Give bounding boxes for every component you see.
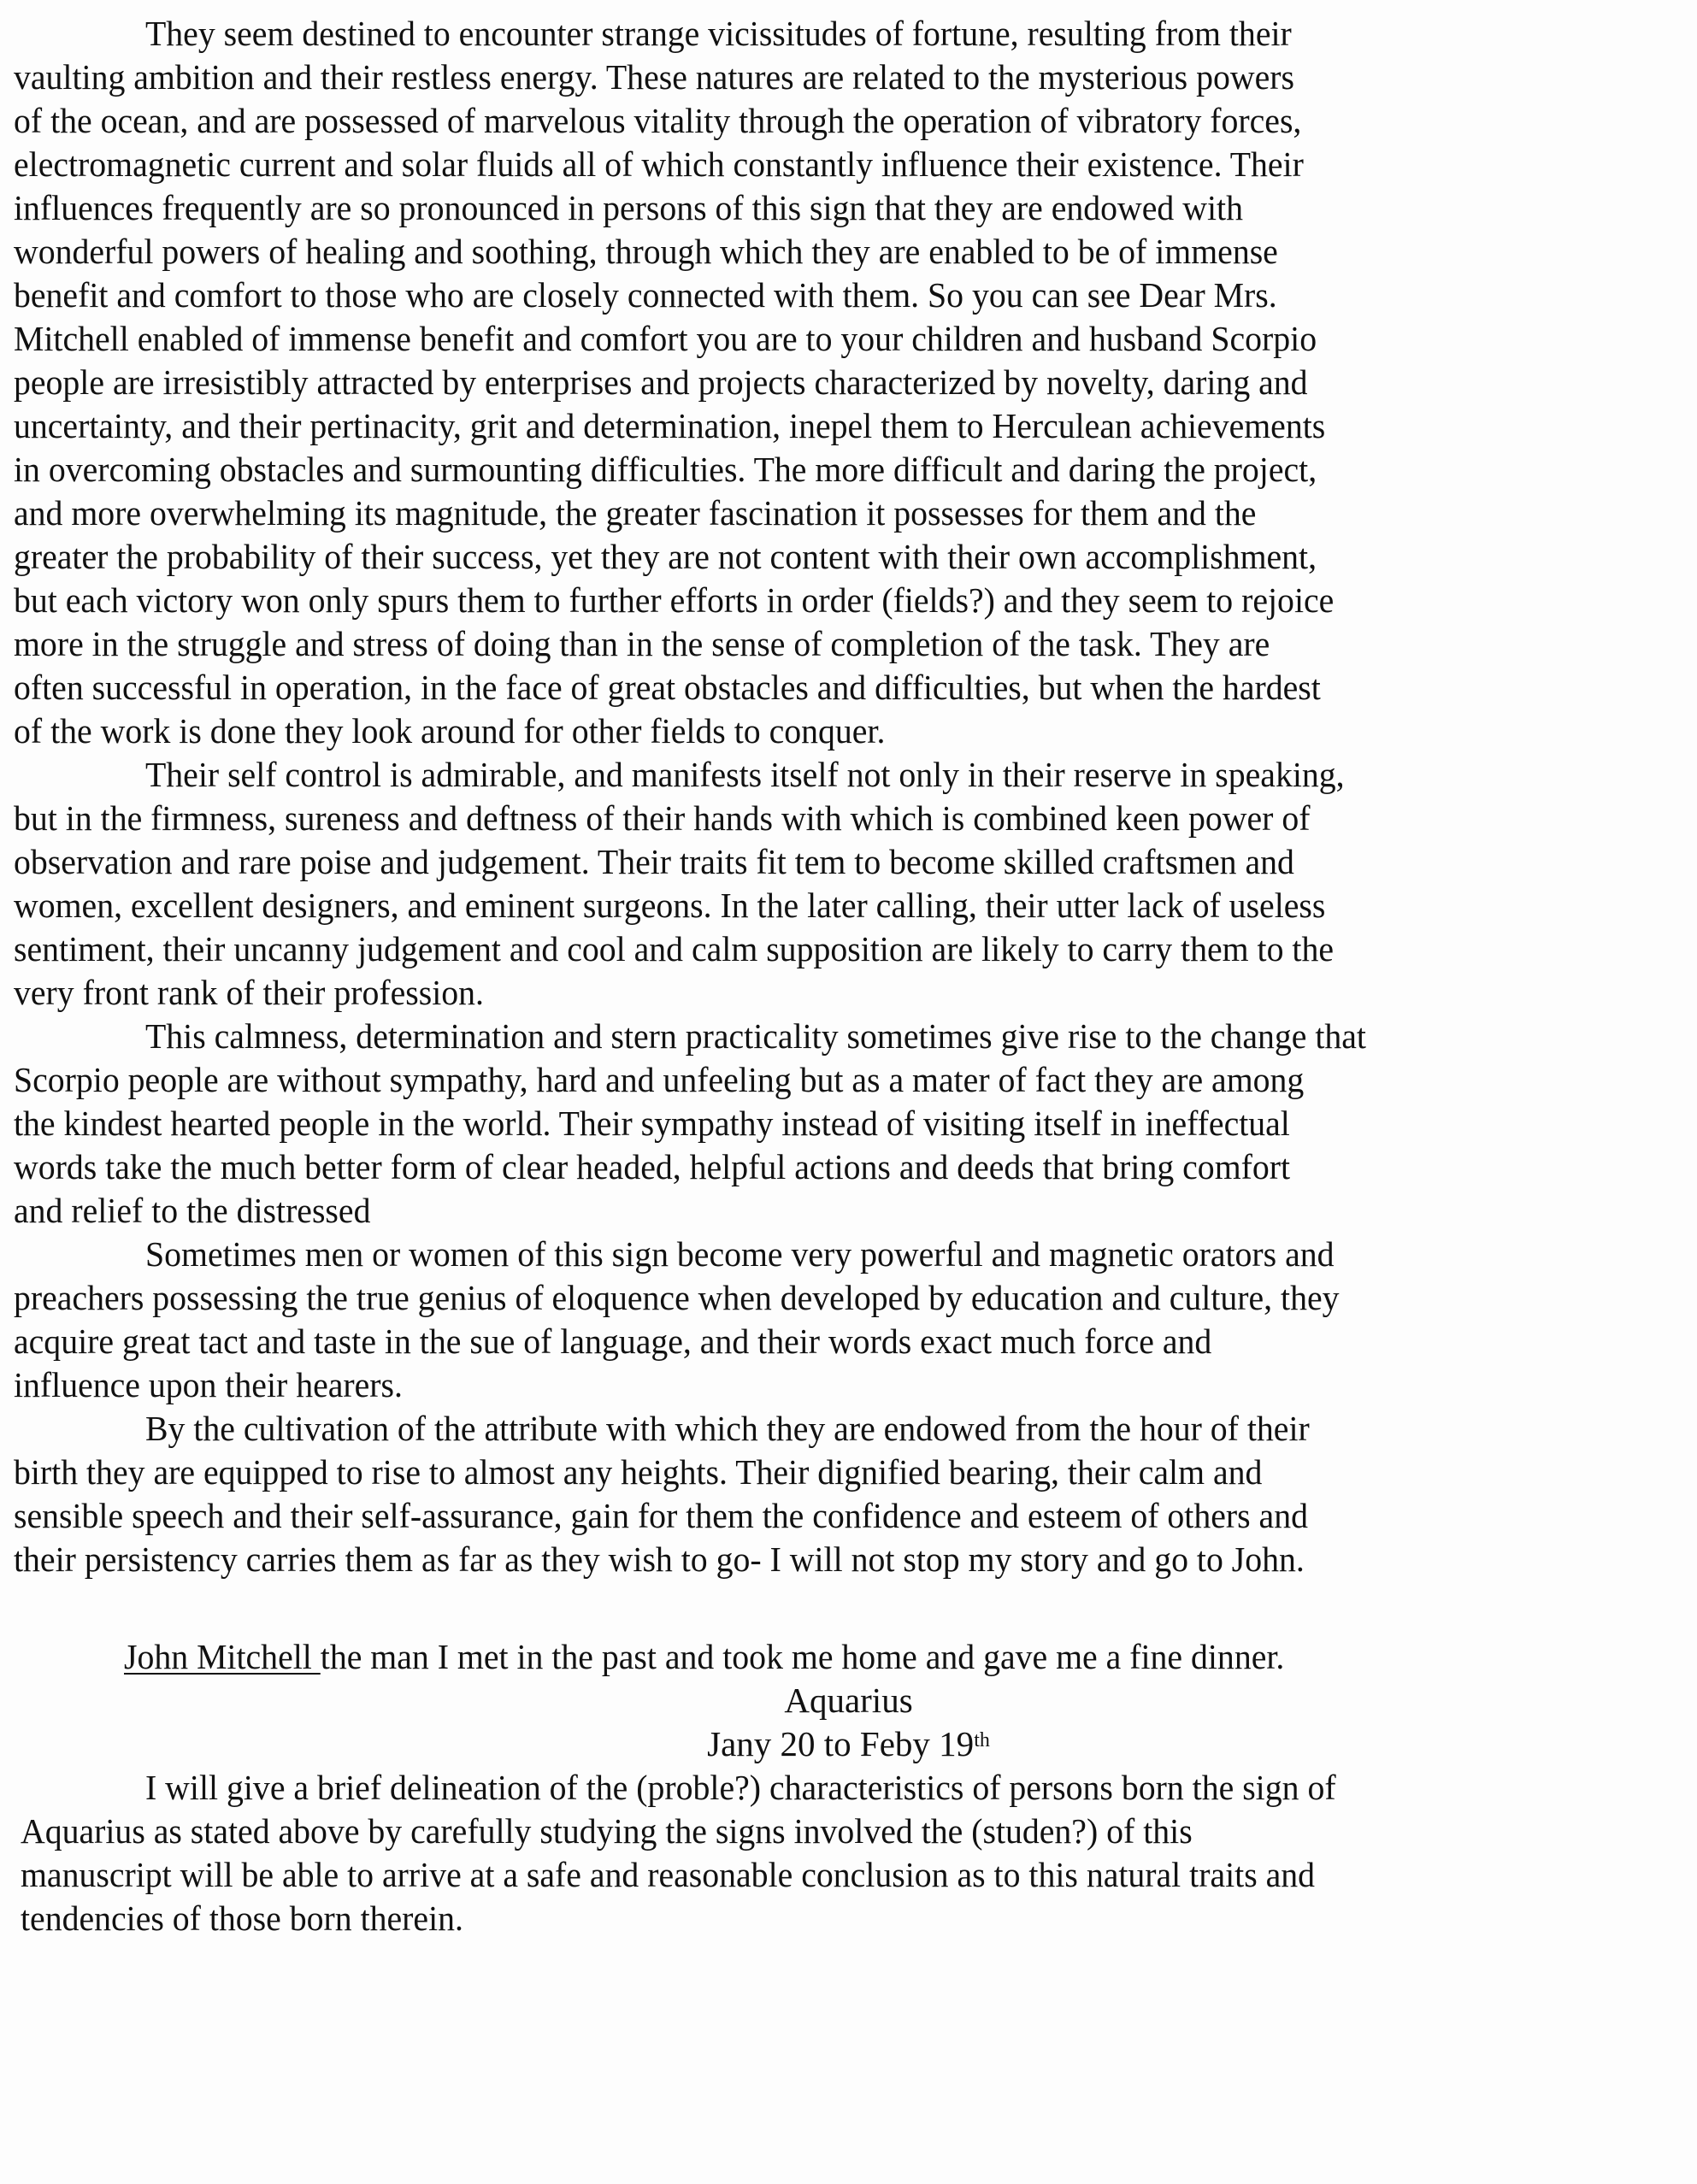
- text-line: preachers possessing the true genius of eloquence when developed by education and culture, they: [14, 1278, 1340, 1317]
- text-line: often successful in operation, in the face of great obstacles and difficulties, but when the hardest: [14, 668, 1321, 707]
- text-line: in overcoming obstacles and surmounting difficulties. The more difficult and daring the project,: [14, 450, 1317, 489]
- text-line: Their self control is admirable, and manifests itself not only in their reserve in speaking,: [145, 755, 1345, 794]
- text-line: uncertainty, and their pertinacity, grit and determination, inepel them to Herculean achievements: [14, 406, 1326, 445]
- text-line: electromagnetic current and solar fluids all of which constantly influence their existence. Their: [14, 144, 1304, 184]
- text-line: birth they are equipped to rise to almost any heights. Their dignified bearing, their calm and: [14, 1452, 1263, 1492]
- text-line: women, excellent designers, and eminent surgeons. In the later calling, their utter lack of useless: [14, 886, 1326, 925]
- sign-dates: [0, 1722, 1697, 1765]
- text-line: of the ocean, and are possessed of marvelous vitality through the operation of vibratory forces,: [14, 101, 1302, 140]
- sign-dates-text: Jany 20 to Feby 19: [707, 1724, 975, 1763]
- text-line: more in the struggle and stress of doing than in the sense of completion of the task. They are: [14, 624, 1270, 663]
- person-name: John Mitchell: [124, 1637, 321, 1676]
- section-intro-line: [124, 1635, 1284, 1678]
- text-line: Sometimes men or women of this sign become very powerful and magnetic orators and: [145, 1234, 1335, 1274]
- text-line: influence upon their hearers.: [14, 1365, 403, 1404]
- text-line: acquire great tact and taste in the sue of language, and their words exact much force and: [14, 1322, 1212, 1361]
- text-line: This calmness, determination and stern practicality sometimes give rise to the change that: [145, 1016, 1366, 1056]
- text-line: Aquarius as stated above by carefully studying the signs involved the (studen?) of this: [21, 1811, 1193, 1851]
- text-line: They seem destined to encounter strange vicissitudes of fortune, resulting from their: [145, 14, 1292, 53]
- text-line: and relief to the distressed: [14, 1191, 371, 1230]
- text-line: By the cultivation of the attribute with which they are endowed from the hour of their: [145, 1409, 1310, 1448]
- text-line: very front rank of their profession.: [14, 973, 484, 1012]
- text-line: influences frequently are so pronounced in persons of this sign that they are endowed with: [14, 188, 1243, 227]
- text-line: of the work is done they look around for other fields to conquer.: [14, 711, 886, 751]
- text-line: I will give a brief delineation of the (proble?) characteristics of persons born the sign of: [145, 1768, 1336, 1807]
- text-line: wonderful powers of healing and soothing, through which they are enabled to be of immense: [14, 232, 1278, 271]
- text-line: sensible speech and their self-assurance, gain for them the confidence and esteem of others and: [14, 1496, 1308, 1535]
- text-line: sentiment, their uncanny judgement and cool and calm supposition are likely to carry them to the: [14, 929, 1334, 968]
- text-line: and more overwhelming its magnitude, the greater fascination it possesses for them and the: [14, 493, 1257, 533]
- text-line: the kindest hearted people in the world. Their sympathy instead of visiting itself in ineffectual: [14, 1104, 1290, 1143]
- text-line: Scorpio people are without sympathy, hard and unfeeling but as a mater of fact they are among: [14, 1060, 1305, 1099]
- text-line: observation and rare poise and judgement. Their traits fit tem to become skilled craftsmen and: [14, 842, 1294, 881]
- text-line: but in the firmness, sureness and deftness of their hands with which is combined keen power of: [14, 798, 1311, 838]
- text-line: words take the much better form of clear headed, helpful actions and deeds that bring comfort: [14, 1147, 1291, 1186]
- text-line: Mitchell enabled of immense benefit and comfort you are to your children and husband Scorpio: [14, 319, 1317, 358]
- text-line: manuscript will be able to arrive at a safe and reasonable conclusion as to this natural traits and: [21, 1855, 1316, 1894]
- section-intro-text: the man I met in the past and took me home and gave me a fine dinner.: [320, 1637, 1285, 1676]
- text-line: but each victory won only spurs them to further efforts in order (fields?) and they seem to rejoice: [14, 580, 1335, 620]
- text-line: their persistency carries them as far as they wish to go- I will not stop my story and go to John.: [14, 1539, 1305, 1579]
- text-line: vaulting ambition and their restless energy. These natures are related to the mysterious powers: [14, 57, 1294, 97]
- text-line: benefit and comfort to those who are closely connected with them. So you can see Dear Mrs.: [14, 275, 1277, 315]
- sign-heading: Aquarius: [784, 1681, 913, 1720]
- text-line: tendencies of those born therein.: [21, 1898, 463, 1938]
- text-line: greater the probability of their success, yet they are not content with their own accomplishment,: [14, 537, 1317, 576]
- text-line: people are irresistibly attracted by enterprises and projects characterized by novelty, daring and: [14, 362, 1308, 402]
- sign-dates-suffix: th: [974, 1729, 990, 1751]
